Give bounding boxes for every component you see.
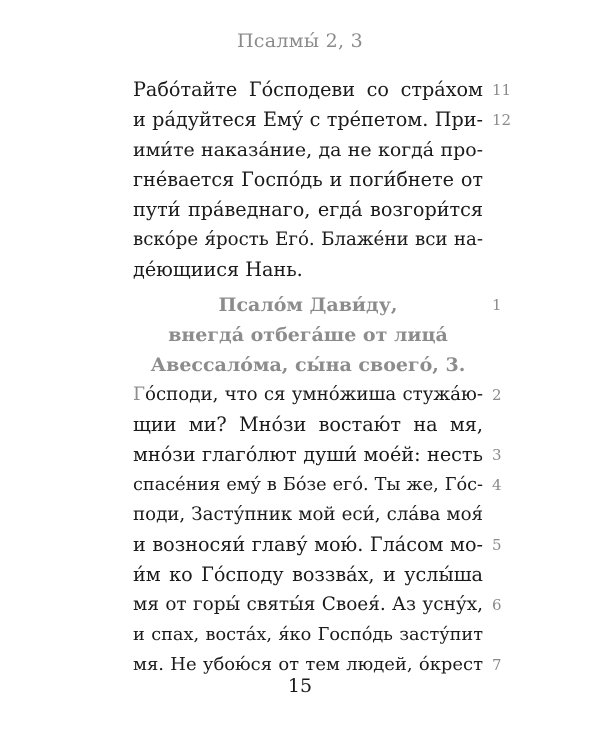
- verse-number: 7: [492, 656, 502, 674]
- verse-number: 3: [492, 446, 502, 464]
- running-head: Псалмы́ 2, 3: [236, 30, 364, 52]
- heading-line: Авессало́ма, сы́на своего́, 3.: [150, 354, 466, 376]
- verse-number: 6: [492, 596, 502, 614]
- text-line: мя. Не убою́ся от тем людей, о́крест: [133, 654, 483, 675]
- text-line: спасе́ния ему́ в Бо́зе его́. Ты же, Го́с-: [133, 475, 483, 495]
- text-line: Рабо́тайте Го́сподеви со стра́хом: [133, 78, 483, 101]
- text-line: и спах, воста́х, я́ко Госпо́дь засту́пит: [133, 625, 483, 645]
- text-line: мя от горы́ святы́я Своея́. Аз усну́х,: [133, 594, 483, 615]
- heading-line: внегда́ отбега́ше от лица́: [168, 324, 448, 346]
- text-line: ими́те наказа́ние, да не когда́ про-: [133, 139, 483, 161]
- text-line: мно́зи глаго́лют души́ мое́й: несть: [133, 443, 483, 466]
- drop-cap: Г: [133, 384, 146, 405]
- text-line: вско́ре я́рость Его́. Блаже́ни вси на-: [133, 229, 483, 250]
- verse-number: 1: [492, 296, 502, 314]
- heading-line: Псало́м Дави́ду,: [218, 294, 398, 316]
- text-line: и ра́дуйтеся Ему́ с тре́петом. При-: [133, 108, 483, 131]
- text-line: и́м ко Го́споду воззва́х, и услы́ша: [133, 563, 483, 586]
- verse-number: 12: [492, 111, 512, 129]
- text-line: поди, Засту́пник мой еси́, сла́ва моя́: [133, 504, 483, 525]
- text-line: де́ющиися Нань.: [133, 258, 303, 281]
- verse-number: 2: [492, 386, 502, 404]
- verse-number: 4: [492, 476, 502, 494]
- verse-number: 5: [492, 536, 502, 554]
- text-line-first: [133, 380, 483, 410]
- page-number: 15: [287, 675, 313, 697]
- text-line: щии ми? Мно́зи востаю́т на мя,: [133, 413, 483, 436]
- text-line: гне́вается Госпо́дь и поги́бнете от: [133, 168, 483, 191]
- text-line: и возносяи́ главу́ мою́. Гла́сом мо-: [133, 533, 483, 556]
- verse-number: 11: [492, 81, 512, 99]
- text-line-rest: о́споди, что ся умно́жиша стужа́ю-: [145, 384, 483, 405]
- text-line: пути́ пра́веднаго, егда́ возгори́тся: [133, 198, 483, 221]
